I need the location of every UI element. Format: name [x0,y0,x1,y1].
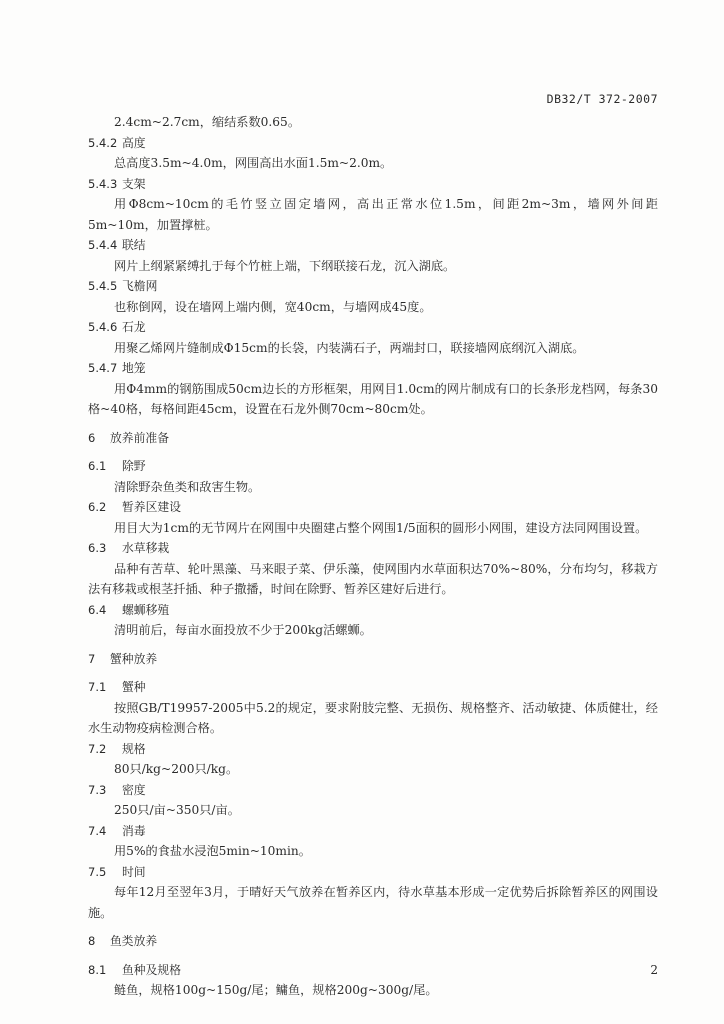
document-body [88,112,658,1001]
heading-number: 8.1 [88,962,107,977]
heading-number: 5.4.5 [88,279,118,293]
heading-number: 5.4.2 [88,135,118,150]
subsection-heading [88,456,658,477]
subsection-heading [88,960,658,981]
subsection-heading [88,276,658,297]
section-heading [88,649,658,670]
heading-number: 6.4 [88,602,107,617]
heading-title: 放养前准备 [110,430,169,445]
heading-number: 8 [88,934,96,948]
paragraph: 总高度3.5m~4.0m，网围高出水面1.5m~2.0m。 [114,156,393,170]
paragraph: 按照GB/T19957-2005中5.2的规定，要求附肢完整、无损伤、规格整齐、活动敏捷、体质健壮，经水生动物疫病检测合格。 [88,700,658,735]
subsection-heading [88,133,658,154]
heading-title: 消毒 [122,823,146,838]
heading-number: 7 [88,651,96,666]
paragraph: 用5%的食盐水浸泡5min~10min。 [114,844,311,858]
heading-title: 联结 [122,238,146,252]
subsection-heading [88,600,658,621]
paragraph: 鲢鱼，规格100g~150g/尾；鳙鱼，规格200g~300g/尾。 [114,983,438,997]
heading-title: 鱼种及规格 [122,962,181,977]
paragraph: 用Φ8cm~10cm的毛竹竖立固定墙网，高出正常水位1.5m，间距2m~3m，墙网外间距5m~10m，加置撑桩。 [88,197,658,232]
subsection-heading [88,358,658,379]
heading-number: 5.4.7 [88,361,118,375]
paragraph: 网片上纲紧紧缚扎于每个竹桩上端，下纲联接石龙，沉入湖底。 [114,258,456,273]
heading-title: 鱼类放养 [110,934,158,948]
paragraph: 用Φ4mm的钢筋围成50cm边长的方形框架，用网目1.0cm的网片制成有口的长条形龙档网，每条30格~40格，每格间距45cm，设置在石龙外侧70cm~80cm处。 [88,381,658,416]
heading-title: 密度 [122,782,146,797]
subsection-heading [88,821,658,842]
paragraph: 清明前后，每亩水面投放不少于200kg活螺蛳。 [114,623,372,637]
heading-number: 5.4.6 [88,320,118,334]
heading-number: 6.3 [88,541,107,555]
heading-title: 暂养区建设 [122,500,181,514]
section-heading [88,931,658,952]
heading-number: 7.1 [88,680,107,694]
heading-title: 支架 [122,176,146,191]
heading-title: 飞檐网 [122,279,158,293]
paragraph: 2.4cm~2.7cm，缩结系数0.65。 [114,115,301,129]
paragraph: 品种有苦草、轮叶黑藻、马来眼子菜、伊乐藻，使网围内水草面积达70%~80%，分布均匀，移栽方法有移栽或根茎扦插、种子撒播，时间在除野、暂养区建好后进行。 [88,561,658,596]
heading-number: 7.2 [88,741,107,756]
heading-title: 高度 [122,135,146,150]
heading-title: 时间 [122,864,146,879]
section-heading [88,428,658,449]
subsection-heading [88,862,658,883]
heading-title: 石龙 [122,320,146,334]
heading-number: 6.1 [88,459,107,473]
subsection-heading [88,174,658,195]
paragraph: 250只/亩~350只/亩。 [114,803,240,817]
heading-title: 水草移栽 [122,541,170,555]
heading-number: 7.3 [88,782,107,797]
heading-title: 蟹种 [122,680,146,694]
heading-title: 除野 [122,459,146,473]
paragraph: 每年12月至翌年3月，于晴好天气放养在暂养区内，待水草基本形成一定优势后拆除暂养区的网围设施。 [88,885,658,920]
subsection-heading [88,780,658,801]
subsection-heading [88,538,658,559]
subsection-heading [88,497,658,518]
subsection-heading [88,739,658,760]
paragraph: 清除野杂鱼类和敌害生物。 [114,479,261,494]
paragraph: 80只/kg~200只/kg。 [114,762,239,776]
heading-number: 5.4.3 [88,176,118,191]
heading-number: 5.4.4 [88,238,118,252]
subsection-heading [88,677,658,698]
subsection-heading [88,235,658,256]
document-id: DB32/T 372-2007 [546,92,658,106]
heading-title: 蟹种放养 [110,651,158,666]
page-number: 2 [650,963,658,977]
heading-number: 6.2 [88,500,107,514]
paragraph: 也称倒网，设在墙网上端内侧，宽40cm，与墙网成45度。 [114,299,432,314]
subsection-heading [88,317,658,338]
heading-number: 6 [88,430,96,445]
heading-title: 地笼 [122,361,146,375]
heading-title: 螺蛳移殖 [122,602,170,617]
heading-title: 规格 [122,741,146,756]
paragraph: 用聚乙烯网片缝制成Φ15cm的长袋，内装满石子，两端封口，联接墙网底纲沉入湖底。 [114,340,585,355]
heading-number: 7.5 [88,864,107,879]
paragraph: 用目大为1cm的无节网片在网围中央圈建占整个网围1/5面积的圆形小网围，建设方法同网围设置。 [114,520,648,535]
heading-number: 7.4 [88,823,107,838]
